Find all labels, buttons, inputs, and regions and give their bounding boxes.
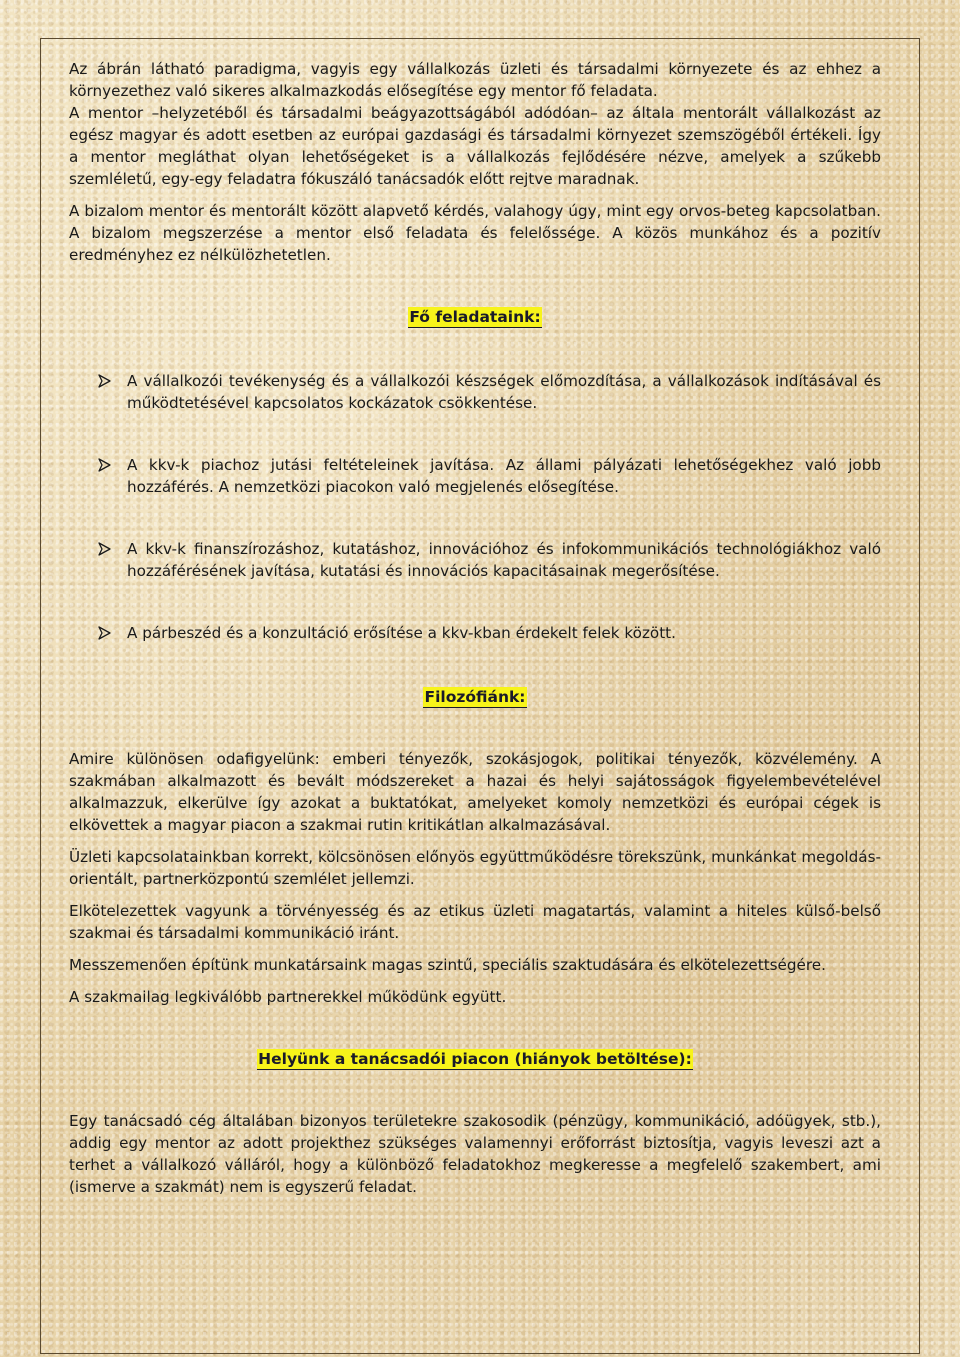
list-item-text: A párbeszéd és a konzultáció erősítése a kkv-kban érdekelt felek között.: [127, 624, 676, 642]
philosophy-heading-row: [69, 686, 881, 708]
arrowhead-bullet-icon: [97, 374, 111, 388]
tasks-list: [69, 370, 881, 644]
list-item: [69, 370, 881, 414]
market-heading: Helyünk a tanácsadói piacon (hiányok betöltése):: [258, 1050, 692, 1068]
list-item: [69, 538, 881, 582]
arrowhead-bullet-icon: [97, 458, 111, 472]
philosophy-paragraph-5: A szakmailag legkiválóbb partnerekkel működünk együtt.: [69, 988, 507, 1006]
document-body: [69, 58, 881, 1198]
intro-paragraph-1: Az ábrán látható paradigma, vagyis egy vállalkozás üzleti és társadalmi környezete és az ehhez a környezethez való sikeres alkalmazkodás elősegítése egy mentor fő feladata.: [69, 60, 881, 100]
market-paragraph-1: Egy tanácsadó cég általában bizonyos területekre szakosodik (pénzügy, kommunikáció, adóügyek, stb.), addig egy mentor az adott projekthez szükséges valamennyi erőforrást biztosítja, vagyis leveszi azt a terhet a vállalkozó válláról, hogy a különböző feladatokhoz megkeresse a megfelelő szakembert, ami (ismerve a szakmát) nem is egyszerű feladat.: [69, 1112, 881, 1196]
tasks-heading-row: [69, 306, 881, 328]
list-item: [69, 454, 881, 498]
philosophy-paragraph-4: Messzemenően építünk munkatársaink magas szintű, speciális szaktudására és elkötelezettségére.: [69, 956, 826, 974]
list-item: [69, 622, 881, 644]
philosophy-paragraph-1: Amire különösen odafigyelünk: emberi tényezők, szokásjogok, politikai tényezők, közvélemény. A szakmában alkalmazott és bevált módszereket a hazai és helyi sajátosságok figyelembevételével alkalmazzuk, elkerülve így azokat a buktatókat, amelyeket komoly nemzetközi és európai cégek is elkövettek a magyar piacon a szakmai rutin kritikátlan alkalmazásával.: [69, 750, 881, 834]
market-heading-row: [69, 1048, 881, 1070]
list-item-text: A vállalkozói tevékenység és a vállalkozói készségek előmozdítása, a vállalkozások indításával és működtetésével kapcsolatos kockázatok csökkentése.: [127, 372, 881, 412]
philosophy-heading: Filozófiánk:: [424, 688, 526, 706]
arrowhead-bullet-icon: [97, 542, 111, 556]
list-item-text: A kkv-k piachoz jutási feltételeinek javítása. Az állami pályázati lehetőségekhez való jobb hozzáférés. A nemzetközi piacokon való megjelenés elősegítése.: [127, 456, 881, 496]
philosophy-paragraph-3: Elkötelezettek vagyunk a törvényesség és az etikus üzleti magatartás, valamint a hiteles külső-belső szakmai és társadalmi kommunikáció iránt.: [69, 902, 881, 942]
list-item-text: A kkv-k finanszírozáshoz, kutatáshoz, innovációhoz és infokommunikációs technológiákhoz való hozzáférésének javítása, kutatási és innovációs kapacitásainak megerősítése.: [127, 540, 881, 580]
tasks-heading: Fő feladataink:: [409, 308, 541, 326]
intro-paragraph-3: A bizalom mentor és mentorált között alapvető kérdés, valahogy úgy, mint egy orvos-beteg kapcsolatban. A bizalom megszerzése a mentor első feladata és felelőssége. A közös munkához és a pozitív eredményhez ez nélkülözhetetlen.: [69, 202, 881, 264]
intro-paragraph-2: A mentor –helyzetéből és társadalmi beágyazottságából adódóan– az általa mentorált vállalkozást az egész magyar és adott esetben az európai gazdasági és társadalmi környezet szemszögéből értékeli. Így a mentor megláthat olyan lehetőségeket is a vállalkozás fejlődésére nézve, amelyek a szűkebb szemléletű, egy-egy feladatra fókuszáló tanácsadók előtt rejtve maradnak.: [69, 104, 881, 188]
philosophy-paragraph-2: Üzleti kapcsolatainkban korrekt, kölcsönösen előnyös együttműködésre törekszünk, munkánkat megoldás-orientált, partnerközpontú szemlélet jellemzi.: [69, 848, 881, 888]
arrowhead-bullet-icon: [97, 626, 111, 640]
